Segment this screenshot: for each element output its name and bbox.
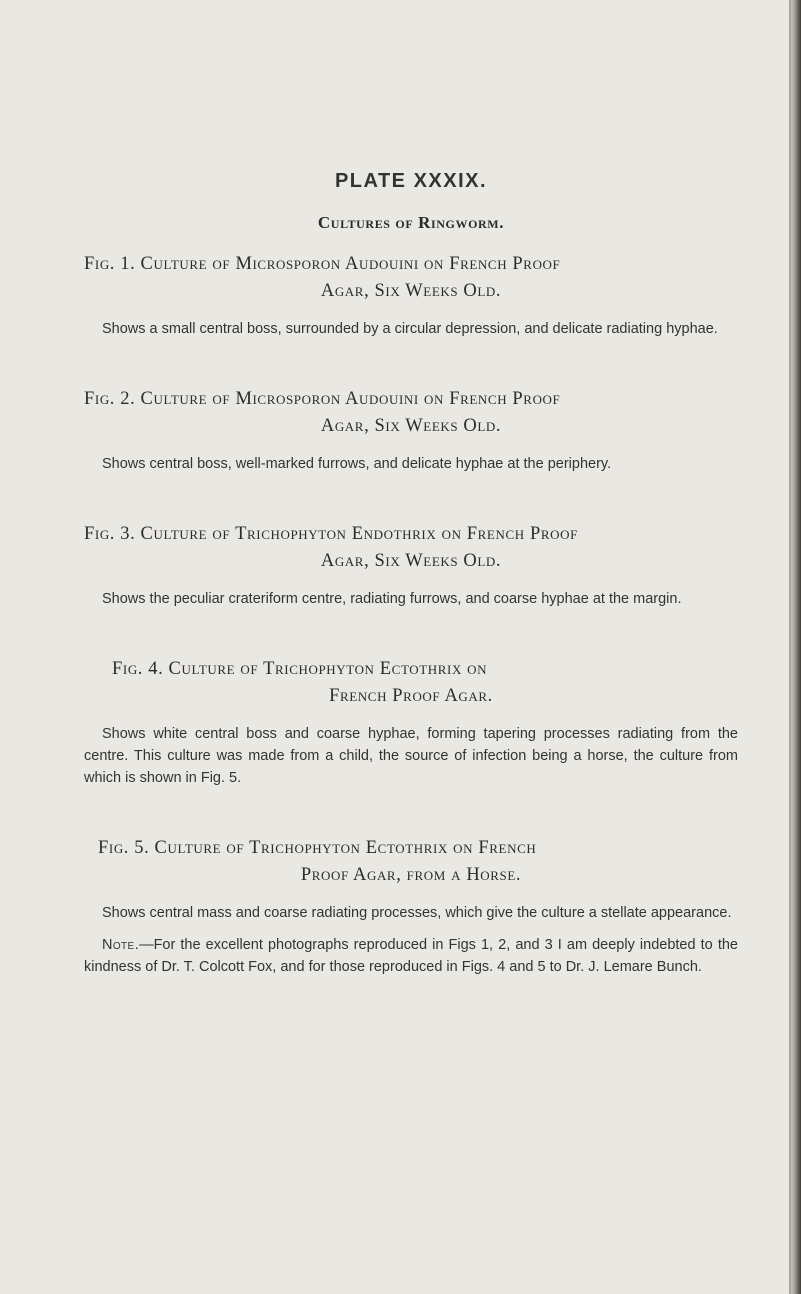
figure-heading (84, 386, 738, 440)
figure-description: Shows central boss, well-marked furrows, and delicate hyphae at the periphery. (102, 456, 612, 472)
figure-caption-5 (84, 835, 738, 924)
figure-heading (84, 521, 738, 575)
figure-heading-line2: Proof Agar, from a Horse. (300, 865, 522, 885)
figure-heading-line1: Fig. 2. Culture of Microsporon Audouini on French Proof (84, 389, 561, 409)
figure-heading-line1: Fig. 1. Culture of Microsporon Audouini on French Proof (84, 254, 561, 274)
figure-heading (84, 835, 738, 889)
figure-heading-line2: Agar, Six Weeks Old. (320, 416, 502, 436)
figure-heading-line2: French Proof Agar. (329, 686, 493, 706)
figure-heading-line1: Fig. 3. Culture of Trichophyton Endothrix on French Proof (84, 524, 578, 544)
figure-description: Shows white central boss and coarse hyphae, forming tapering processes radiating from the centre. This culture was made from a child, the source of infection being a horse, the culture from which is shown in Fig. 5. (84, 726, 738, 786)
figure-heading-line1: Fig. 4. Culture of Trichophyton Ectothrix on (112, 659, 488, 679)
figure-heading-line1: Fig. 5. Culture of Trichophyton Ectothrix on French (98, 838, 537, 858)
figure-caption-2 (84, 386, 738, 475)
figure-heading-line2: Agar, Six Weeks Old. (320, 551, 502, 571)
figure-heading (84, 656, 738, 710)
page-edge-line (789, 0, 791, 1294)
page-content (84, 170, 738, 978)
figure-description: Shows the peculiar crateriform centre, radiating furrows, and coarse hyphae at the margin. (102, 591, 682, 607)
figure-description: Shows a small central boss, surrounded by a circular depression, and delicate radiating hyphae. (102, 321, 718, 337)
note-label: Note. (102, 937, 140, 953)
acknowledgement-note (84, 934, 738, 978)
figure-description: Shows central mass and coarse radiating processes, which give the culture a stellate appearance. (102, 905, 732, 921)
figure-heading-line2: Agar, Six Weeks Old. (320, 281, 502, 301)
figure-caption-3 (84, 521, 738, 610)
figure-heading (84, 251, 738, 305)
plate-subtitle: Cultures of Ringworm. (317, 213, 505, 232)
note-text: —For the excellent photographs reproduced in Figs 1, 2, and 3 I am deeply indebted to the kindness of Dr. T. Colcott Fox, and for those reproduced in Figs. 4 and 5 to Dr. J. Lemare Bunch. (84, 937, 738, 975)
figure-caption-1 (84, 251, 738, 340)
figure-caption-4 (84, 656, 738, 789)
plate-title: PLATE XXXIX. (334, 170, 488, 192)
